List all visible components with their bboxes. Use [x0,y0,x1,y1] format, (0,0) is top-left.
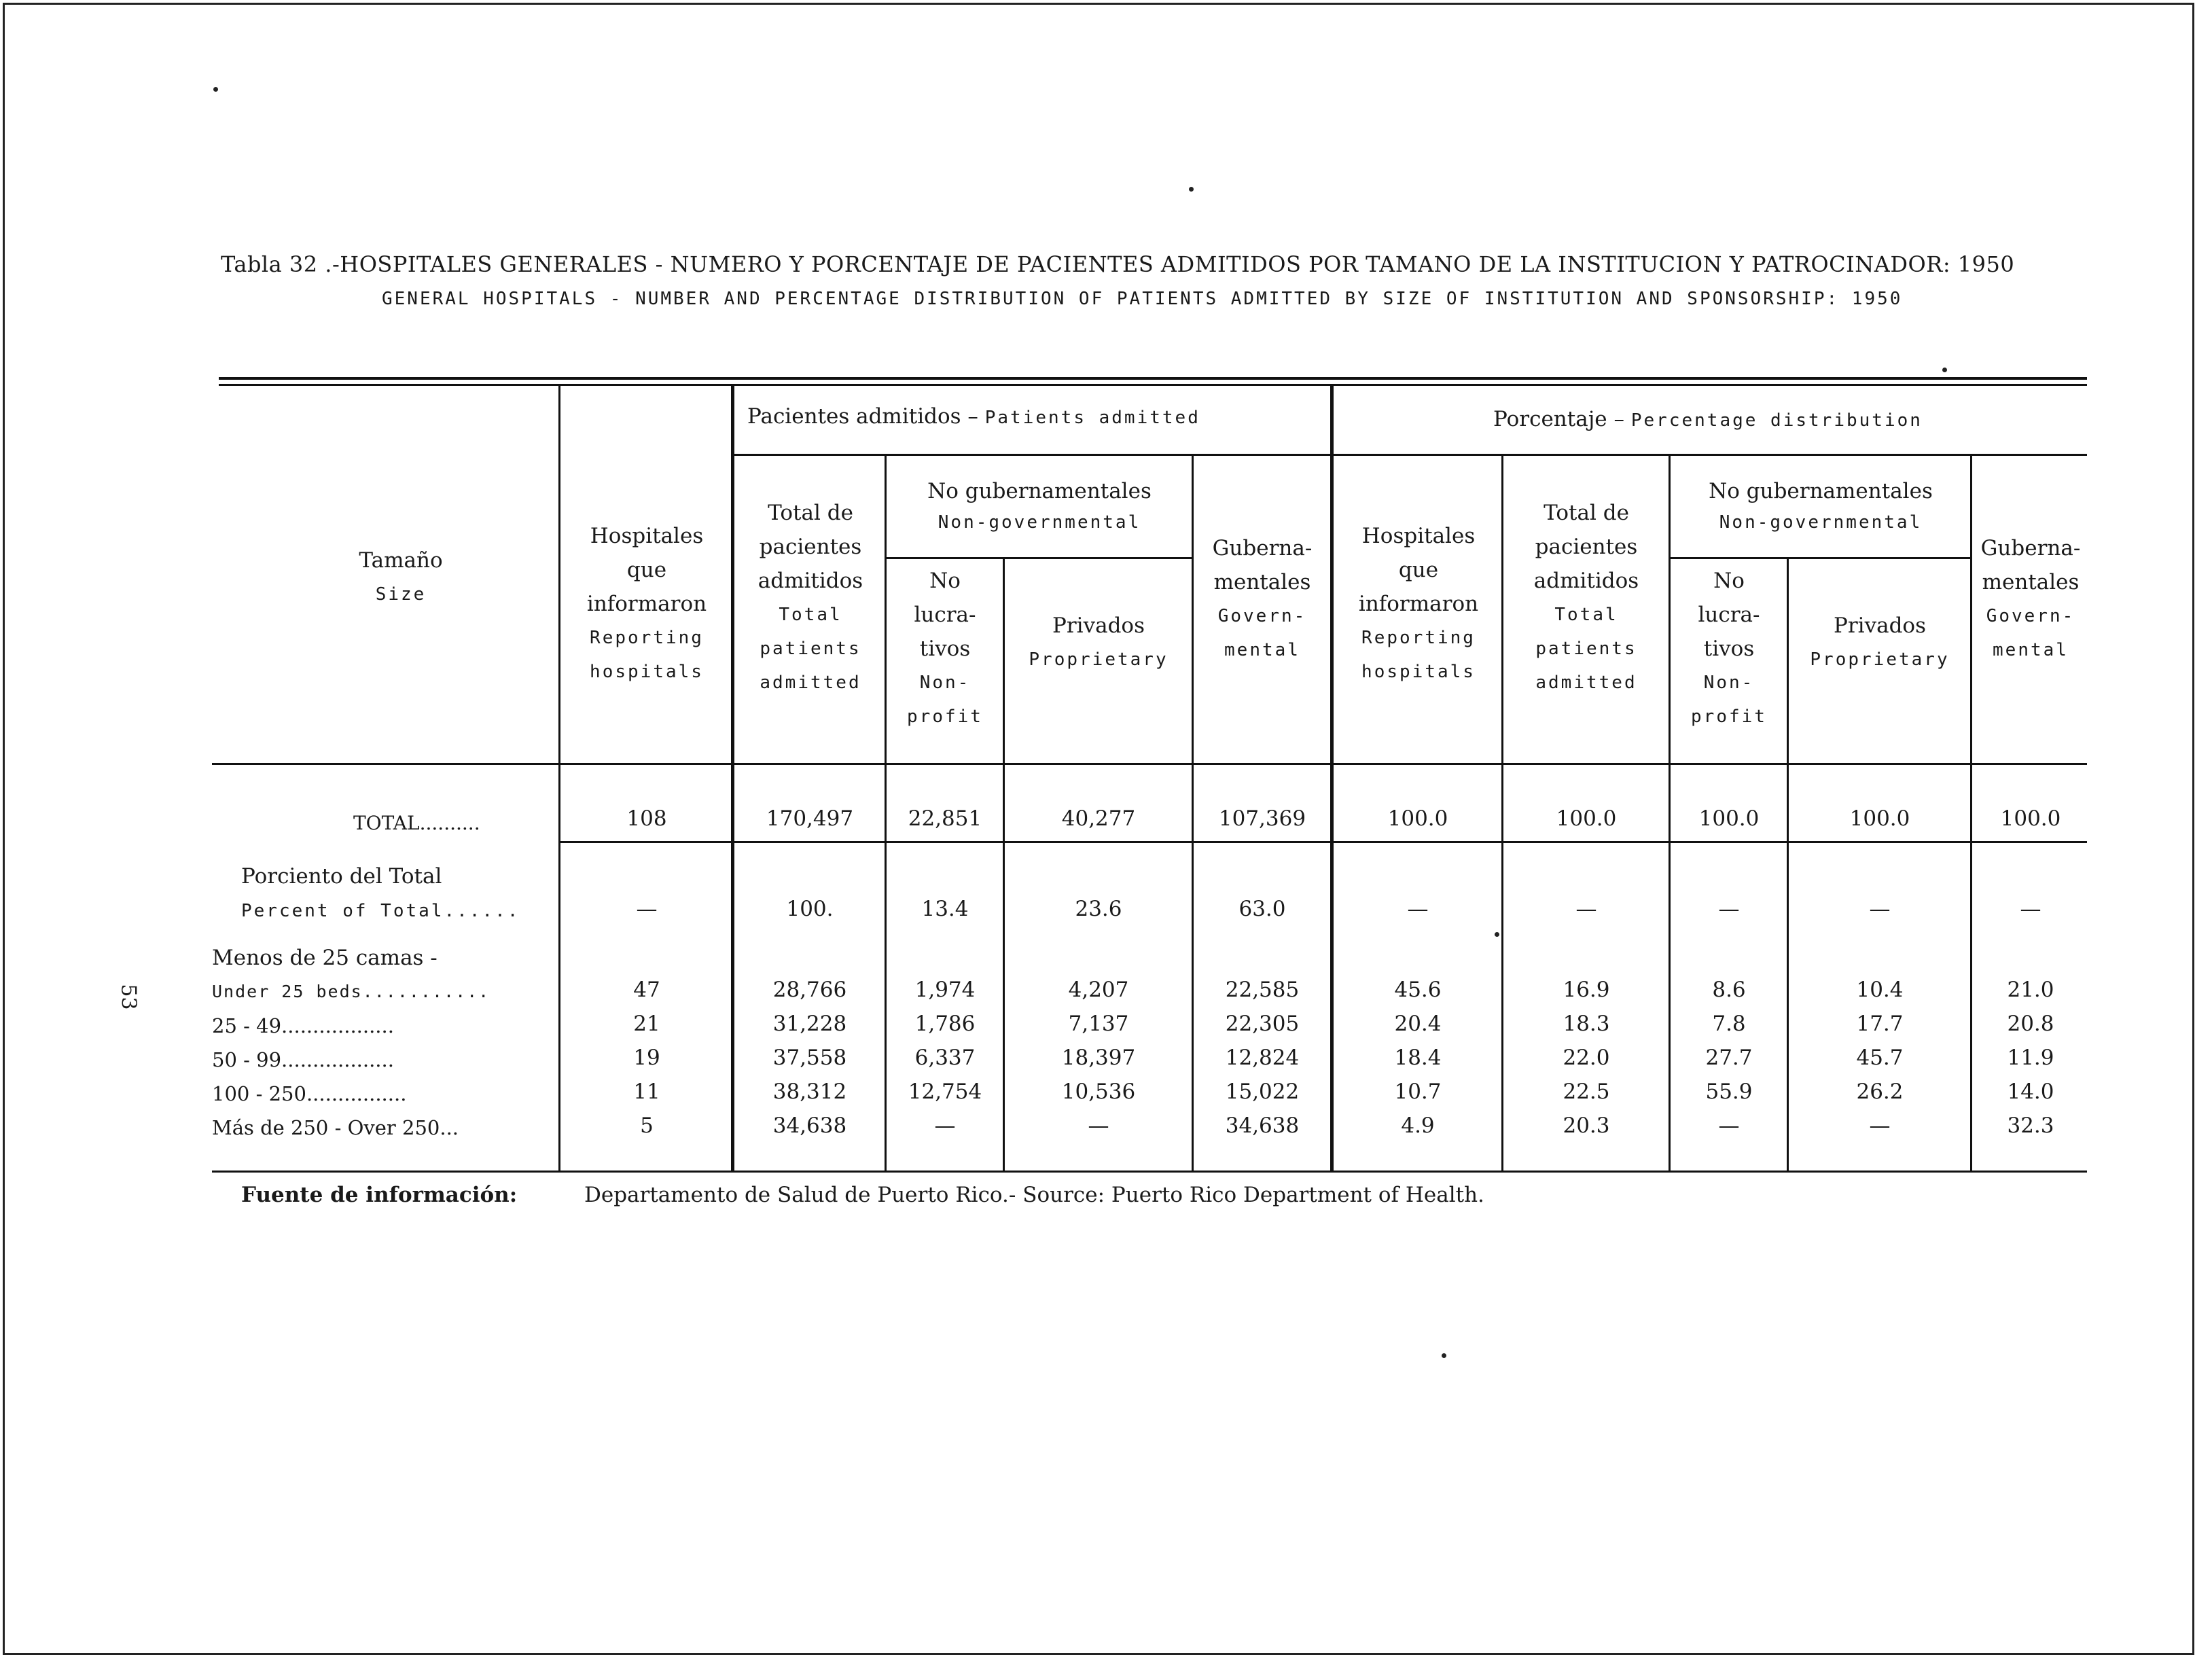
size-row-cell: 20.8 [2007,1012,2054,1036]
header-pct-nonprofit: No lucra- tivos Non- profit [1691,569,1767,727]
row-label-over-250: Más de 250 - Over 250... [212,1116,459,1139]
size-row-cell: 21 [633,1012,660,1036]
scan-speck [1942,368,1947,372]
total-row-cell: 40,277 [1061,806,1136,831]
size-row-cell: 10.4 [1856,978,1904,1002]
size-row-cell: 12,754 [908,1079,982,1104]
col-line-nongov [1192,454,1194,1173]
total-row-cell: 100.0 [2000,806,2061,831]
size-row-cell: — [1088,1113,1109,1138]
size-row-cell: — [1869,1113,1891,1138]
total-row-cell: 100.0 [1698,806,1760,831]
header-reporting-hospitals: Hospitales que informaron Reporting hospitals [586,524,707,682]
size-row-cell: 11.9 [2007,1046,2054,1070]
size-row-cell: 6,337 [914,1046,976,1070]
size-row-cell: 55.9 [1705,1079,1753,1104]
header-size: Tamaño Size [359,548,443,605]
size-row-cell: 4,207 [1068,978,1129,1002]
header-pct-total-admitted: Total de pacientes admitidos Total patients admitted [1533,501,1639,693]
size-row-cell: 11 [633,1079,660,1104]
row-label-100-250: 100 - 250................ [212,1082,407,1105]
col-line-pct-total [1669,454,1671,1173]
size-row-cell: 22,585 [1225,978,1300,1002]
group-header-percent: Porcentaje – Percentage distribution [1493,407,1923,431]
size-row-cell: 22,305 [1225,1012,1300,1036]
size-row-cell: 18.4 [1394,1046,1442,1070]
percent-row-cell: — [1407,897,1429,921]
header-bottom-rule [212,763,2087,765]
total-row-cell: 108 [626,806,667,831]
percent-row-cell: — [1718,897,1740,921]
row-label-percent-es: Porciento del Total [241,864,442,889]
percent-row-cell: — [1869,897,1891,921]
col-line-reporting [731,386,734,1173]
total-bottom-rule [558,841,2087,843]
size-row-cell: 32.3 [2007,1113,2054,1138]
size-row-cell: 34,638 [772,1113,847,1138]
scan-speck [1442,1353,1446,1358]
top-rule-2 [219,384,2087,386]
header-proprietary: Privados Proprietary [1029,613,1169,670]
total-row-cell: 22,851 [908,806,982,831]
header-pct-governmental: Guberna- mentales Govern- mental [1980,536,2081,660]
row-label-50-99: 50 - 99.................. [212,1048,394,1071]
scan-speck [213,87,218,92]
percent-row-cell: 13.4 [921,897,969,921]
size-row-cell: 27.7 [1705,1046,1753,1070]
source-label: Fuente de información: [241,1183,518,1207]
percent-row-cell: 63.0 [1238,897,1286,921]
header-pct-non-governmental: No gubernamentales Non-governmental [1709,479,1933,533]
table-title-spanish: Tabla 32 .-HOSPITALES GENERALES - NUMERO Y PORCENTAJE DE PACIENTES ADMITIDOS POR TAMANO DE LA INSTITUCION Y PATROCINADOR: 1950 [221,251,2015,277]
row-label-under-25: Under 25 beds........... [212,982,490,1001]
size-row-cell: 45.6 [1394,978,1442,1002]
size-row-cell: 26.2 [1856,1079,1904,1104]
size-row-cell: 12,824 [1225,1046,1300,1070]
size-row-cell: 28,766 [772,978,847,1002]
table-title-english: GENERAL HOSPITALS - NUMBER AND PERCENTAGE DISTRIBUTION OF PATIENTS ADMITTED BY SIZE OF INSTITUTION AND SPONSORSHIP: 1950 [382,289,1903,309]
size-row-cell: 19 [633,1046,660,1070]
size-row-cell: 21.0 [2007,978,2054,1002]
col-line-total [885,454,887,1173]
header-governmental: Guberna- mentales Govern- mental [1212,536,1313,660]
col-line-group-split [1330,386,1334,1173]
size-row-cell: 20.4 [1394,1012,1442,1036]
header-pct-reporting-hospitals: Hospitales que informaron Reporting hospitals [1358,524,1479,682]
percent-row-cell: — [2020,897,2041,921]
size-row-cell: 1,786 [914,1012,976,1036]
subgroup-rule-right [1670,557,1972,559]
col-line-size [558,386,560,1173]
size-row-cell: 16.9 [1563,978,1610,1002]
row-label-total: TOTAL.......... [353,812,480,834]
percent-row-cell: — [1575,897,1597,921]
subgroup-rule-left [885,557,1192,559]
size-row-cell: 7.8 [1712,1012,1746,1036]
col-line-pct-nongov [1970,454,1972,1173]
row-label-percent-en: Percent of Total...... [241,901,520,921]
total-row-cell: 100.0 [1387,806,1448,831]
header-total-admitted: Total de pacientes admitidos Total patients admitted [757,501,863,693]
row-label-25-49: 25 - 49.................. [212,1014,394,1037]
col-line-pct-reporting [1501,454,1503,1173]
size-row-cell: 14.0 [2007,1079,2054,1104]
total-row-cell: 170,497 [766,806,854,831]
scan-speck [1189,187,1194,192]
size-row-cell: 8.6 [1712,978,1746,1002]
row-label-size-group: Menos de 25 camas - [212,946,438,970]
size-row-cell: 1,974 [914,978,976,1002]
size-row-cell: 10.7 [1394,1079,1442,1104]
size-row-cell: 31,228 [772,1012,847,1036]
total-row-cell: 100.0 [1556,806,1617,831]
size-row-cell: 4.9 [1401,1113,1435,1138]
size-row-cell: 34,638 [1225,1113,1300,1138]
percent-row-cell: 100. [786,897,834,921]
size-row-cell: 7,137 [1068,1012,1129,1036]
size-row-cell: 20.3 [1563,1113,1610,1138]
size-row-cell: — [1718,1113,1740,1138]
size-row-cell: 38,312 [772,1079,847,1104]
percent-row-cell: 23.6 [1075,897,1122,921]
group-header-admitted: Pacientes admitidos – Patients admitted [747,404,1200,429]
total-row-cell: 107,369 [1218,806,1306,831]
size-row-cell: 22.5 [1563,1079,1610,1104]
size-row-cell: 47 [633,978,660,1002]
size-row-cell: 18.3 [1563,1012,1610,1036]
size-row-cell: 17.7 [1856,1012,1904,1036]
source-text: Departamento de Salud de Puerto Rico.- Source: Puerto Rico Department of Health. [584,1183,1484,1207]
size-row-cell: 15,022 [1225,1079,1300,1104]
header-non-governmental: No gubernamentales Non-governmental [927,479,1152,533]
size-row-cell: 18,397 [1061,1046,1136,1070]
size-row-cell: — [934,1113,956,1138]
page-number: 53 [116,984,141,1010]
top-rule-1 [219,377,2087,380]
group-header-rule [732,454,2087,456]
col-line-nonprofit [1003,557,1005,1173]
size-row-cell: 45.7 [1856,1046,1904,1070]
header-nonprofit: No lucra- tivos Non- profit [907,569,983,727]
percent-row-cell: — [636,897,658,921]
header-pct-proprietary: Privados Proprietary [1810,613,1950,670]
table-bottom-rule [212,1171,2087,1173]
col-line-pct-nonprofit [1787,557,1789,1173]
size-row-cell: 37,558 [772,1046,847,1070]
size-row-cell: 5 [640,1113,654,1138]
size-row-cell: 22.0 [1563,1046,1610,1070]
size-row-cell: 10,536 [1061,1079,1136,1104]
scan-speck [1495,932,1499,937]
total-row-cell: 100.0 [1849,806,1910,831]
